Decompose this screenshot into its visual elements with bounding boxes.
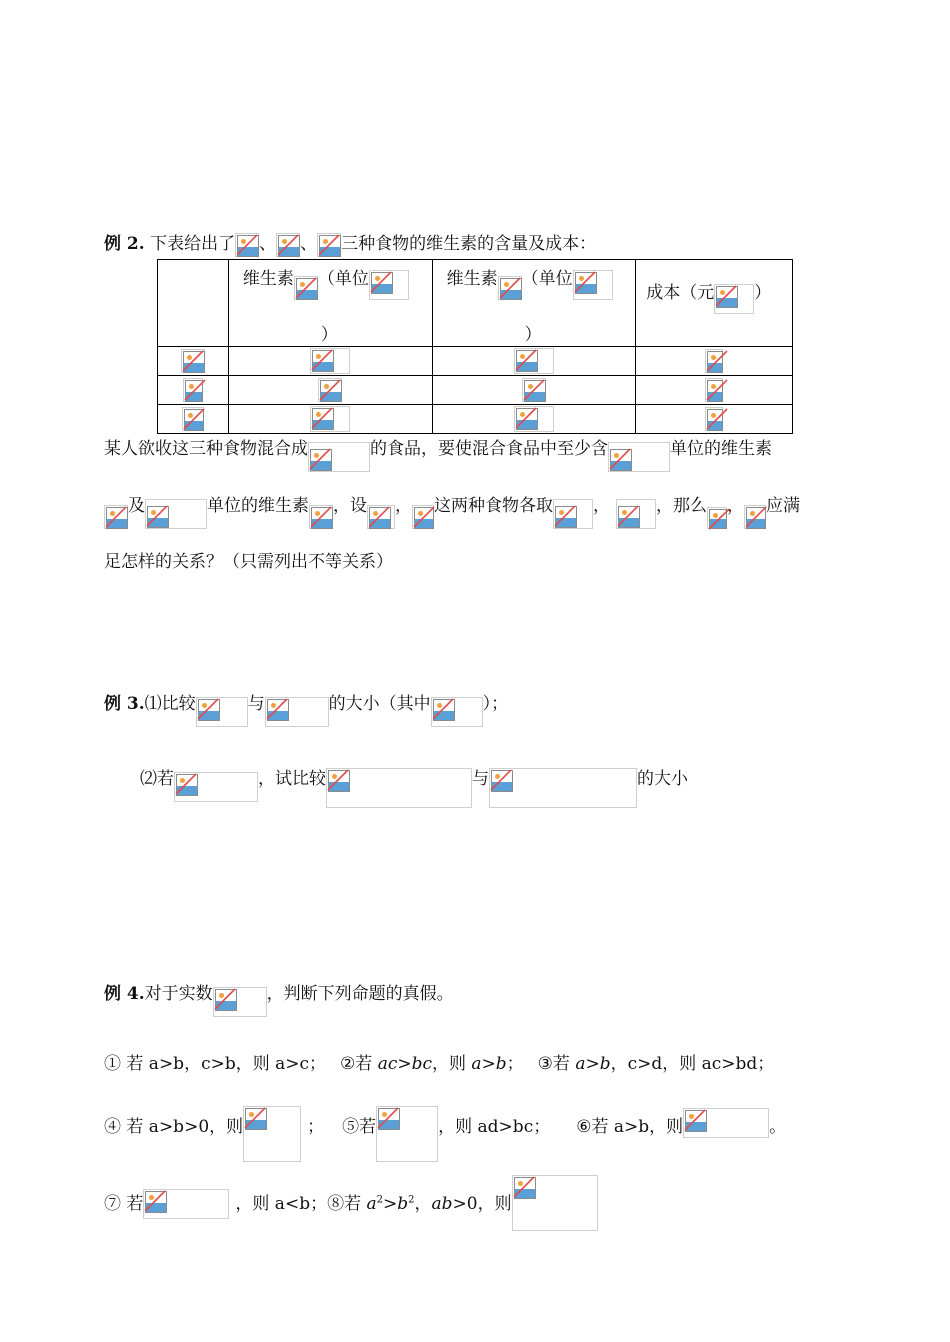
formula-image (213, 987, 267, 1017)
formula-image (367, 505, 395, 529)
ex3-label: 例 3. (104, 694, 145, 714)
formula-image (308, 442, 370, 472)
formula-image (181, 349, 205, 373)
formula-image (376, 1106, 438, 1162)
formula-image (573, 270, 613, 300)
formula-image (143, 1189, 229, 1219)
ex2-label: 例 2. (104, 234, 145, 254)
formula-image (243, 1106, 301, 1162)
table-row (158, 376, 793, 405)
formula-image (104, 505, 128, 529)
formula-image (265, 697, 329, 727)
formula-image (514, 406, 554, 432)
table-row (158, 405, 793, 434)
formula-image (514, 348, 554, 374)
formula-image (310, 348, 350, 374)
ex3-line-1: 例 3.⑴比较 与 的大小（其中 ）； (104, 692, 508, 727)
formula-image (196, 697, 248, 727)
formula-image (369, 270, 409, 300)
formula-image (276, 233, 300, 257)
formula-image (616, 499, 656, 529)
ex4-label: 例 4. (104, 984, 145, 1004)
nutrition-table (157, 259, 793, 434)
formula-image (705, 378, 723, 402)
ex4-intro-line: 例 4.对于实数 ，判断下列命题的真假。 (104, 982, 454, 1017)
formula-image (683, 1108, 769, 1138)
ex4-row-2: ④ 若 a>b>0，则 ； ⑤若 ，则 ad>bc； ⑥若 a>b，则 。 (104, 1106, 786, 1162)
ex2-paragraph-line-2: 及 单位的维生素 ，设 ， 这两种食物各取 ， ，那么 ， 应满 (104, 494, 800, 529)
ex3-line-2: ⑵若 ，试比较 与 的大小 (140, 767, 688, 808)
table-header-vitamin-b: 维生素 （单位 ） (432, 260, 636, 347)
formula-image (489, 768, 637, 808)
close-paren: ） (320, 325, 338, 345)
formula-image (553, 499, 593, 529)
formula-image (522, 378, 546, 402)
formula-image (431, 697, 483, 727)
close-paren: ） (524, 325, 542, 345)
formula-image (294, 276, 318, 300)
formula-image (183, 378, 203, 402)
ex2-paragraph-line-3: 足怎样的关系？（只需列出不等关系） (104, 552, 393, 572)
formula-image (707, 507, 727, 529)
ex2-sep: 、 (300, 234, 318, 254)
formula-image (182, 407, 204, 431)
formula-image (326, 768, 472, 808)
table-header-cost: 成本（元 ） (636, 260, 793, 347)
formula-image (174, 772, 258, 802)
formula-image (310, 406, 350, 432)
formula-image (705, 349, 723, 373)
formula-image (412, 505, 434, 529)
table-row (158, 347, 793, 376)
ex4-row-1: ① 若 a>b，c>b，则 a>c； ②若 ac>bc，则 a>b； ③若 a>b，c>d，则 ac>bd； (104, 1054, 775, 1074)
formula-image (744, 505, 766, 529)
ex2-intro: 下表给出了 (150, 234, 236, 254)
formula-image (317, 233, 341, 257)
ex2-intro-line (104, 232, 596, 257)
formula-image (318, 378, 342, 402)
formula-image (714, 284, 754, 314)
ex2-paragraph-line-1: 某人欲收这三种食物混合成 的食品，要使混合食品中至少含 单位的维生素 (104, 437, 772, 472)
formula-image (512, 1175, 598, 1231)
formula-image (145, 499, 207, 529)
formula-image (705, 407, 723, 431)
ex2-intro-end: 三种食物的维生素的含量及成本： (341, 234, 597, 254)
formula-image (498, 276, 522, 300)
formula-image (608, 442, 670, 472)
formula-image (235, 233, 259, 257)
table-header-empty (158, 260, 229, 347)
table-header-vitamin-a: 维生素 （单位 ） (228, 260, 432, 347)
formula-image (309, 505, 333, 529)
ex2-sep: 、 (259, 234, 277, 254)
ex4-row-3: ⑦ 若 ，则 a<b；⑧若 $a^2>b^2$，ab>0，则 (104, 1175, 598, 1231)
